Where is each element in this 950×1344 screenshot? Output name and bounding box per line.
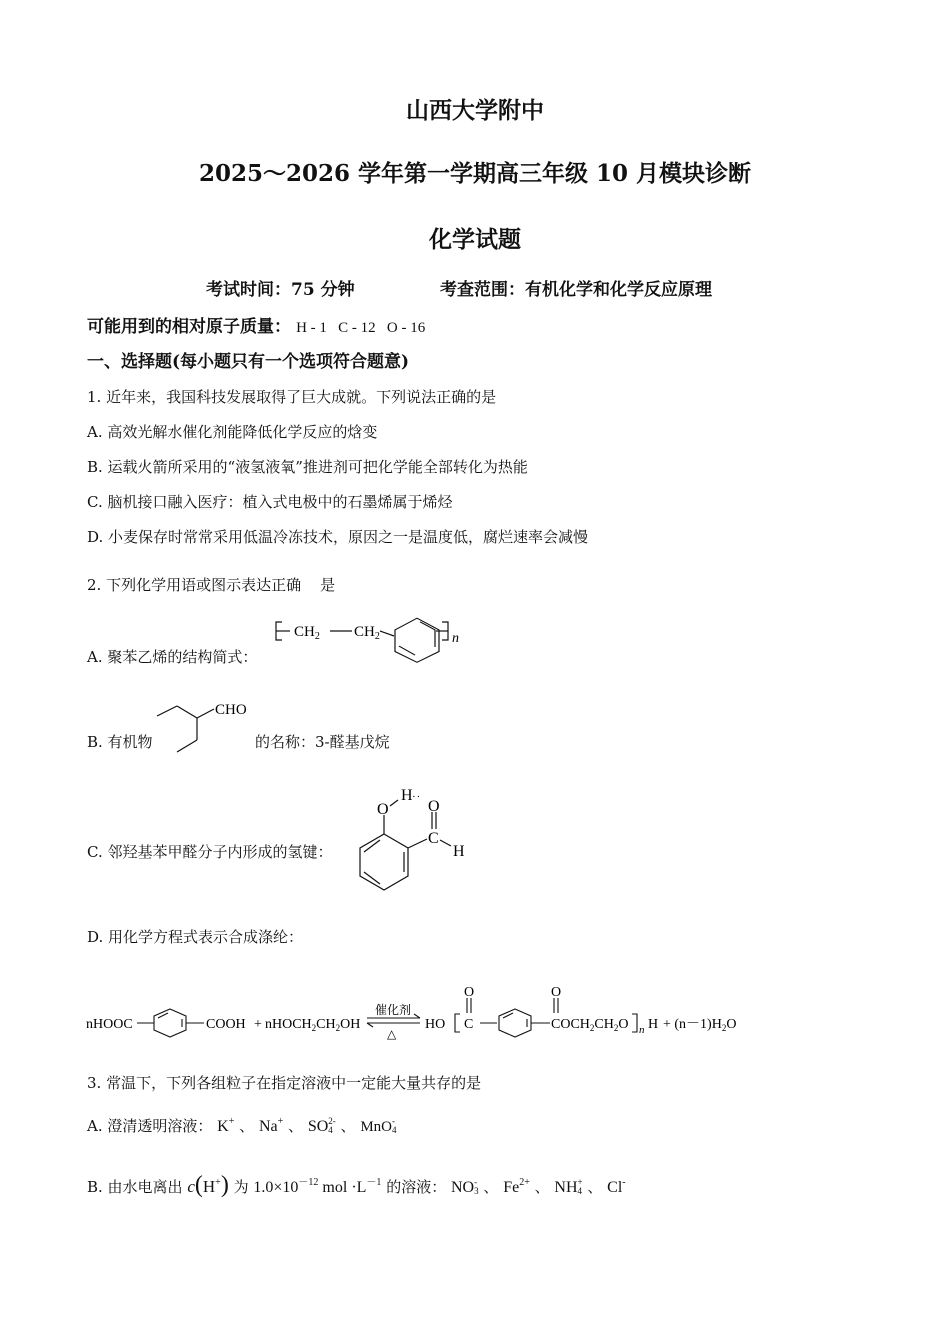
q3-stem: 3. 常温下，下列各组粒子在指定溶液中一定能大量共存的是 xyxy=(87,1074,482,1092)
q2-option-b-prefix: B. 有机物 xyxy=(87,733,153,751)
ch2-label-1: $CH_2$ xyxy=(294,624,320,642)
q1-option-d: D. 小麦保存时常常采用低温冷冻技术，原因之一是温度低，腐烂速率会减慢 xyxy=(87,528,589,546)
ion-ammonium: NH+ 4 xyxy=(554,1177,583,1196)
eq-glycol: $nHOCH_2CH_2OH$ xyxy=(265,1017,361,1033)
ion-na: Na+ xyxy=(258,1116,284,1135)
q1-stem: 1. 近年来，我国科技发展取得了巨大成就。下列说法正确的是 xyxy=(87,388,497,406)
polyester-equation xyxy=(84,978,754,1048)
section-title: 一、选择题(每小题只有一个选项符合题意) xyxy=(87,352,410,372)
atomic-mass-label: 可能用到的相对原子质量： xyxy=(87,317,291,337)
q3-b-suffix: 的溶液： xyxy=(386,1178,447,1196)
sep: 、 xyxy=(239,1117,255,1135)
atomic-mass-values: H - 1 C - 12 O - 16 xyxy=(296,320,426,336)
q1-option-b: B. 运载火箭所采用的“液氢液氧”推进剂可把化学能全部转化为热能 xyxy=(87,458,528,476)
eq-plus: + xyxy=(254,1017,262,1032)
subject-title: 化学试题 xyxy=(429,226,521,253)
q2-option-a: A. 聚苯乙烯的结构简式： xyxy=(87,648,258,666)
eq-carbonyl-c: C xyxy=(464,1017,474,1032)
carbonyl-c: C xyxy=(428,830,439,847)
ion-k: K+ xyxy=(217,1116,235,1135)
q1-option-a: A. 高效光解水催化剂能降低化学反应的焓变 xyxy=(87,423,378,441)
eq-ester: $COCH_2CH_2O$ xyxy=(551,1017,629,1033)
bridge-h: H xyxy=(401,787,413,804)
eq-cooh: COOH xyxy=(206,1017,246,1032)
hydrogen-bond-structure xyxy=(350,782,480,897)
eq-carbonyl-o2: O xyxy=(551,985,562,1000)
h-concentration: c(H+) xyxy=(187,1172,229,1198)
polymer-n: n xyxy=(452,631,459,646)
q3-b-prefix: B. 由水电离出 xyxy=(87,1178,183,1196)
ion-iron: $Fe^{2+}$ xyxy=(503,1177,530,1196)
exam-title: 2025～2026 学年第一学期高三年级 10 月模块诊断 xyxy=(198,160,752,187)
aldehyde-h: H xyxy=(453,843,465,860)
sep: 、 xyxy=(483,1178,499,1196)
q3-a-prefix: A. 澄清透明溶液： xyxy=(87,1117,213,1135)
q2-option-c: C. 邻羟基苯甲醛分子内形成的氢键： xyxy=(87,843,333,861)
eq-heat: △ xyxy=(387,1027,397,1041)
carbonyl-o: O xyxy=(428,798,440,815)
q2-stem: 2. 下列化学用语或图示表达正确 是 xyxy=(87,576,336,594)
eq-water: + $(n-1)H_2O$ xyxy=(663,1017,737,1033)
eq-ho: HO xyxy=(425,1017,446,1032)
eq-terephthalic: nHOOC xyxy=(86,1017,133,1032)
q2-option-d: D. 用化学方程式表示合成涤纶： xyxy=(87,928,304,946)
ion-sulfate: SO2- 4 xyxy=(307,1116,336,1135)
polystyrene-structure xyxy=(272,612,472,677)
sep: 、 xyxy=(587,1178,603,1196)
ch2-label-2: $CH_2$ xyxy=(354,624,380,642)
eq-carbonyl-o1: O xyxy=(464,985,475,1000)
exam-time: 考试时间：75 分钟 xyxy=(206,280,355,300)
concentration-value: $1.0\times 10^{-12}$ mol $\cdot L^{-1}$ xyxy=(253,1177,382,1196)
q3-option-a xyxy=(87,1115,397,1136)
atomic-mass-row xyxy=(87,312,425,337)
q3-option-b xyxy=(87,1172,626,1199)
aldehyde-skeleton xyxy=(152,696,262,758)
exam-scope: 考查范围：有机化学和化学反应原理 xyxy=(440,280,712,300)
school-name: 山西大学附中 xyxy=(406,97,544,124)
eq-n: n xyxy=(639,1024,645,1036)
ion-permanganate: MnO- 4 xyxy=(360,1116,397,1135)
sep: 、 xyxy=(340,1117,356,1135)
cho-label: CHO xyxy=(215,702,247,718)
hydroxyl-o: O xyxy=(377,801,389,818)
q3-b-mid: 为 xyxy=(233,1178,249,1196)
sep: 、 xyxy=(288,1117,304,1135)
ion-nitrate: NO- 3 xyxy=(451,1177,479,1196)
sep: 、 xyxy=(534,1178,550,1196)
svg-text:··: ·· xyxy=(412,791,422,803)
q1-option-c: C. 脑机接口融入医疗：植入式电极中的石墨烯属于烯烃 xyxy=(87,493,453,511)
q2-option-b-suffix: 的名称：3-醛基戊烷 xyxy=(255,733,390,751)
eq-h: H xyxy=(648,1017,659,1032)
eq-catalyst: 催化剂 xyxy=(375,1003,412,1017)
ion-chloride: Cl- xyxy=(607,1177,626,1196)
